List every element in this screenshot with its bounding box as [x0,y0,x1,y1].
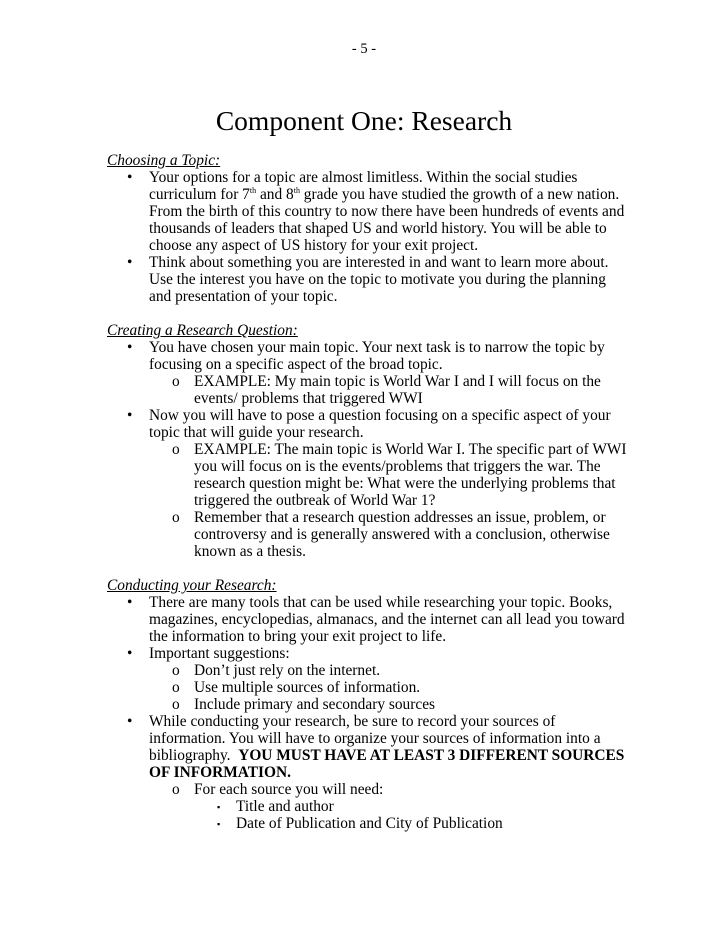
item-text: EXAMPLE: The main topic is World War I. The specific part of WWI you will focus on is the events/problems that triggers the war. The research question might be: What were the underlying problems that triggered the outbreak of World War 1? [194,441,627,509]
section-heading: Choosing a Topic: [107,152,221,169]
item-text: While conducting your research, be sure to record your sources of information. You will have to organize your sources of information into a bibliography. YOU MUST HAVE AT LEAST 3 DIFFERENT SOURCES OF INFORMATION. [149,713,625,781]
bullet-marker: • [127,713,133,730]
sub-sub-list-item [107,815,627,832]
document-body [107,152,627,849]
item-text: Date of Publication and City of Publication [236,815,503,832]
bullet-marker: • [127,407,133,424]
sub-list-item [107,679,627,696]
emphasis-text: YOU MUST HAVE AT LEAST 3 DIFFERENT SOURCES OF INFORMATION. [149,747,625,781]
bullet-marker: • [127,339,133,356]
item-text: Don’t just rely on the internet. [194,662,381,679]
circle-marker: o [172,373,180,390]
item-text: Important suggestions: [149,645,290,662]
page-number: - 5 - [351,41,377,57]
square-marker: ▪ [217,819,221,829]
circle-marker: o [172,679,180,696]
item-text: There are many tools that can be used while researching your topic. Books, magazines, encyclopedias, almanacs, and the internet can all lead you toward the information to bring your exit project to life. [149,594,625,645]
circle-marker: o [172,662,180,679]
circle-marker: o [172,441,180,458]
section-heading: Creating a Research Question: [107,322,298,339]
page-title: Component One: Research [215,105,513,136]
section-heading: Conducting your Research: [107,577,277,594]
list-item [107,645,627,662]
bullet-marker: • [127,594,133,611]
circle-marker: o [172,696,180,713]
item-text: Your options for a topic are almost limitless. Within the social studies curriculum for 7th and 8th grade you have studied the growth of a new nation. From the birth of this country to now there have been hundreds of events and thousands of leaders that shaped US and world history. You will be able to choose any aspect of US history for your exit project. [149,169,625,254]
item-text: Now you will have to pose a question focusing on a specific aspect of your topic that will guide your research. [149,407,611,441]
sub-list-item [107,781,627,798]
list-item [107,713,627,781]
section-research-question [107,322,627,560]
bullet-list [107,339,627,560]
item-text: Think about something you are interested in and want to learn more about. Use the interest you have on the topic to motivate you during the planning and presentation of your topic. [149,254,609,305]
list-item [107,594,627,645]
list-item [107,407,627,441]
square-marker: ▪ [217,802,221,812]
list-item [107,339,627,373]
list-item [107,254,627,305]
item-text: You have chosen your main topic. Your next task is to narrow the topic by focusing on a specific aspect of the broad topic. [149,339,605,373]
list-item [107,169,627,254]
item-text: For each source you will need: [194,781,384,798]
section-conducting-research [107,577,627,832]
sub-list-item [107,662,627,679]
bullet-list [107,169,627,305]
item-text: Use multiple sources of information. [194,679,421,696]
bullet-list [107,594,627,832]
item-text: Include primary and secondary sources [194,696,436,713]
section-choosing-topic [107,152,627,305]
bullet-marker: • [127,169,133,186]
item-text: Remember that a research question addresses an issue, problem, or controversy and is generally answered with a conclusion, otherwise known as a thesis. [194,509,610,560]
sub-list-item [107,696,627,713]
circle-marker: o [172,781,180,798]
item-text: EXAMPLE: My main topic is World War I and I will focus on the events/ problems that triggered WWI [194,373,601,407]
sub-list-item [107,509,627,560]
sub-list-item [107,373,627,407]
sub-list-item [107,441,627,509]
sub-sub-list-item [107,798,627,815]
bullet-marker: • [127,254,133,271]
bullet-marker: • [127,645,133,662]
item-text: Title and author [236,798,334,815]
circle-marker: o [172,509,180,526]
